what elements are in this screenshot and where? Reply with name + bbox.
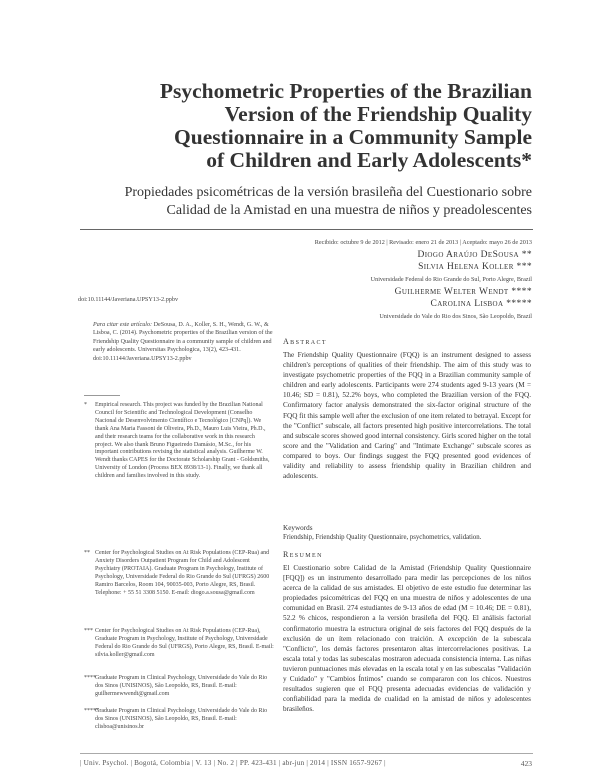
title-line: Psychometric Properties of the Brazilian	[159, 79, 532, 103]
abstract-body: The Friendship Quality Questionnaire (FQQ) is an instrument designed to assess children's perceptions of qualities of their friendship. The aim of this study was to investigate psychometric properties of the FQQ in a Brazilian community sample of children and early adolescents. Participants were 274 students aged 9-13 years (M = 10.46; SD = 0.81), 52.2% boys, who completed the Brazilian version of the FQQ. Confirmatory factor analysis demonstrated the six-factor original structure of the FQQ fit this sample well after the exclusion of one item related to betrayal. Except for the "Conflict" subscale, all factors presented high positive intercorrelations. The total and subscale scores showed good internal consistency. Girls scored higher on the total score and the "Validation and Caring" and "Intimate Exchange" subscale scores as compared to boys. Our findings suggest the FQQ presented good evidences of validity and reliability to assess friendship quality in Brazilian children and adolescents.	[283, 351, 531, 481]
journal-footer: | Univ. Psychol. | Bogotá, Colombia | V. 13 | No. 2 | PP. 423-431 | abr-jun | 2014 | ISSN 1657-9267 |	[80, 759, 386, 767]
footnote-mark: **	[84, 550, 90, 556]
title-line: Questionnaire in a Community Sample	[174, 125, 532, 149]
footnote-mark: ***	[84, 628, 93, 634]
citation-block	[93, 321, 273, 363]
article-title	[130, 80, 532, 172]
author-lisboa: Carolina Lisboa *****	[430, 299, 532, 309]
keywords-label: Keywords	[283, 524, 313, 532]
footer-divider	[80, 753, 533, 754]
footnote	[84, 708, 274, 732]
affiliation-unisinos: Universidade do Vale do Rio dos Sinos, São Leopoldo, Brazil	[379, 313, 532, 320]
footnote-mark: ****	[84, 675, 96, 681]
citation-text: DeSousa, D. A., Koller, S. H., Wendt, G. W., & Lisboa, C. (2014). Psychometric properties of the Brazilian version of the Friendship Quality Questionnaire in a community sample of children and early adolescents. Universitas Psychologica, 13(2), 423-431. doi:10.11144/Javeriana.UPSY13-2.ppbv	[93, 322, 273, 362]
divider	[80, 229, 533, 230]
article-subtitle	[110, 184, 532, 219]
footnote-mark: *****	[84, 708, 99, 714]
received-dates: Recibido: octubre 9 de 2012 | Revisado: enero 21 de 2013 | Aceptado: mayo 26 de 2013	[314, 239, 532, 246]
page-number: 423	[520, 759, 532, 768]
footnote-text: Graduate Program in Clinical Psychology, Universidade do Vale do Rio dos Sinos (UNISINOS), São Leopoldo, RS, Brasil. E-mail: guilhermewwendt@gmail.com	[95, 675, 268, 697]
author-desousa: Diogo Araújo DeSousa **	[417, 250, 532, 260]
abstract-heading: Abstract	[283, 337, 327, 346]
title-line: of Children and Early Adolescents*	[206, 148, 532, 172]
title-line: Version of the Friendship Quality	[224, 102, 532, 126]
footnote-divider	[84, 395, 120, 396]
subtitle-line: Propiedades psicométricas de la versión brasileña del Cuestionario sobre	[124, 185, 532, 200]
footnote	[84, 550, 274, 597]
keywords-text: Friendship, Friendship Quality Questionnaire, psychometrics, validation.	[283, 534, 482, 541]
footnote-text: Center for Psychological Studies on At Risk Populations (CEP-Rua) and Anxiety Disorders Outpatient Program for Child and Adolescent Psychiatry (PROTAIA). Graduate Program in Psychology, Institute of Psychology, Universidade Federal do Rio Grande do Sul (UFRGS) 2600 Ramiro Barcelos, Room 104, 90035-003, Porto Alegre, RS, Brasil. Telephone: + 55 51 3308 5150. E-mail: diogo.a.sousa@gmail.com	[95, 550, 270, 596]
citation-label: Para citar este artículo:	[93, 322, 153, 328]
affiliation-ufrgs: Universidade Federal do Rio Grande do Sul, Porto Alegre, Brazil	[370, 276, 532, 283]
resumen-heading: Resumen	[283, 550, 323, 559]
footnote-text: Center for Psychological Studies on At Risk Populations (CEP-Rua), Graduate Program in Psychology, Institute of Psychology, Universidade Federal do Rio Grande do Sul (UFRGS), Porto Alegre, RS, Brasil. E-mail: silvia.koller@gmail.com	[95, 628, 274, 658]
footnote	[84, 628, 274, 660]
author-koller: Silvia Helena Koller ***	[418, 262, 532, 272]
footnote-text: Graduate Program in Clinical Psychology, Universidade do Vale do Rio dos Sinos (UNISINOS), São Leopoldo, RS, Brasil. E-mail: clisboa@unisinos.br	[95, 708, 268, 730]
author-wendt: Guilherme Welter Wendt ****	[394, 287, 532, 297]
footnote	[84, 675, 274, 699]
subtitle-line: Calidad de la Amistad en una muestra de niños y preadolescentes	[166, 202, 532, 218]
footnote	[84, 402, 274, 481]
doi-link[interactable]: doi:10.11144/Javeriana.UPSY13-2.ppbv	[78, 296, 179, 303]
footnote-mark: *	[84, 402, 87, 408]
footnote-text: Empirical research. This project was funded by the Brazilian National Council for Scientific and Technological Development (Conselho Nacional de Desenvolvimento Científico e Tecnológico [CNPq]). We thank Ana Maria Fassoni de Oliveira, Ph.D., Mauro Luis Vieira, Ph.D., and their research teams for the collaborative work in this research project. We also thank Bruno Figueiredo Damásio, M.Sc., for his important contributions revising the statistical analysis. Guilherme W. Wendt thanks CAPES for the Doctorate Scholarship Grant - Goldsmiths, University of London (Process BEX 8938/13-1). Finally, we thank all children and families involved in this study.	[95, 402, 270, 480]
resumen-body: El Cuestionario sobre Calidad de la Amistad (Friendship Quality Questionnaire [FQQ]) es un instrumento desarrollado para medir las percepciones de los niños acerca de la calidad de sus amistades. El objetivo de este estudio fue determinar las propiedades psicométricas del FQQ en una muestra de niños y adolescentes de una comunidad en Brasil. 274 estudiantes de 9-13 años de edad (M = 10.46; DE = 0.81), 52.2 % chicos, respondieron a la versión brasileña del FQQ. El análisis factorial confirmatorio muestra la estructura original de seis factores del FQQ después de la exclusión de un ítem relacionado con traición. A excepción de la subescala "Conflicto", los demás factores presentaron altas intercorrelaciones positivas. La escala total y todas las subescalas mostraron adecuada consistencia interna. Las niñas tuvieron puntuaciones más elevadas en la escala total y en las subescalas "Validación y Cuidado" y "Cambios Íntimos" cuando se compararon con los chicos. Nuestros resultados sugieren que el FQQ presenta adecuadas evidencias de validación y confiabilidad para la medida de cualidad en la amistad de niños y adolescentes brasileños.	[283, 564, 531, 714]
